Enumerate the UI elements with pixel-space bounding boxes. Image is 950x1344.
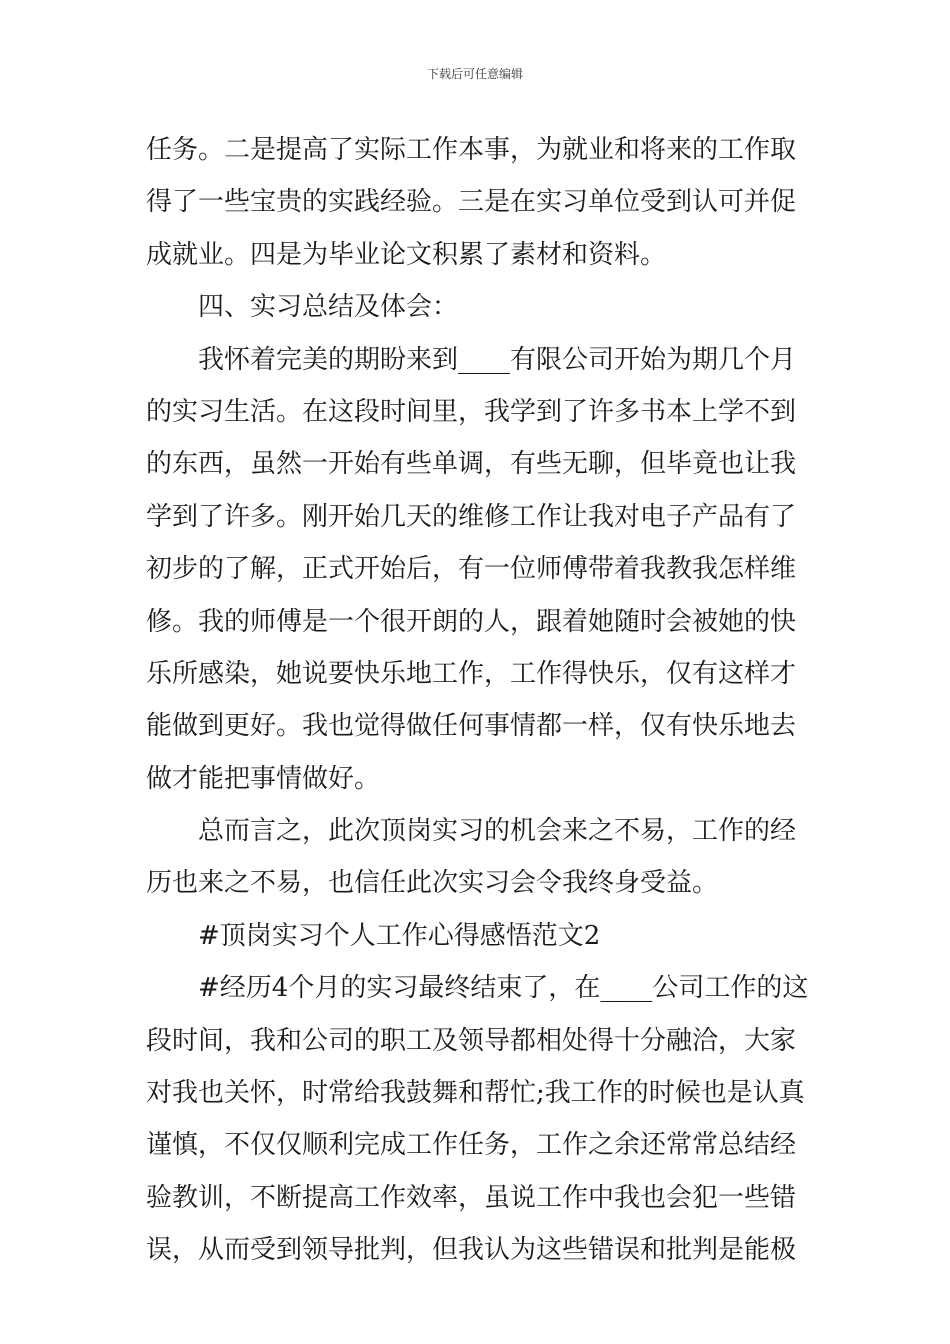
text-line: 初步的了解，正式开始后，有一位师傅带着我教我怎样维: [146, 554, 797, 585]
text-line: 的实习生活。在这段时间里，我学到了许多书本上学不到: [146, 396, 797, 427]
text-line: 谨慎，不仅仅顺利完成工作任务，工作之余还常常总结经: [146, 1130, 797, 1161]
text-line: #经历4个月的实习最终结束了，在____公司工作的这: [198, 973, 809, 1004]
text-line: 段时间，我和公司的职工及领导都相处得十分融洽，大家: [146, 1025, 797, 1056]
text-line: 的东西，虽然一开始有些单调，有些无聊，但毕竟也让我: [146, 449, 797, 480]
text-line: 我怀着完美的期盼来到____有限公司开始为期几个月: [198, 344, 797, 375]
text-line: #顶岗实习个人工作心得感悟范文2: [198, 920, 601, 951]
text-line: 做才能把事情做好。: [146, 763, 381, 794]
text-line: 验教训，不断提高工作效率，虽说工作中我也会犯一些错: [146, 1182, 797, 1213]
text-line: 任务。二是提高了实际工作本事，为就业和将来的工作取: [146, 135, 797, 165]
text-line: 总而言之，此次顶岗实习的机会来之不易，工作的经: [198, 816, 797, 847]
text-line: 成就业。四是为毕业论文积累了素材和资料。: [146, 239, 667, 270]
text-line: 误，从而受到领导批判，但我认为这些错误和批判是能极: [146, 1235, 797, 1266]
text-line: 对我也关怀，时常给我鼓舞和帮忙;我工作的时候也是认真: [146, 1078, 805, 1109]
text-line: 得了一些宝贵的实践经验。三是在实习单位受到认可并促: [146, 187, 797, 218]
text-line: 四、实习总结及体会：: [198, 292, 459, 323]
text-line: 修。我的师傅是一个很开朗的人，跟着她随时会被她的快: [146, 606, 797, 637]
document-body: [146, 124, 808, 1277]
text-line: 历也来之不易，也信任此次实习会令我终身受益。: [146, 868, 719, 899]
page-header: 下载后可任意编辑: [426, 67, 523, 81]
text-line: 乐所感染，她说要快乐地工作，工作得快乐，仅有这样才: [146, 658, 797, 689]
text-line: 学到了许多。刚开始几天的维修工作让我对电子产品有了: [146, 501, 797, 532]
text-line: 能做到更好。我也觉得做任何事情都一样，仅有快乐地去: [146, 711, 797, 742]
